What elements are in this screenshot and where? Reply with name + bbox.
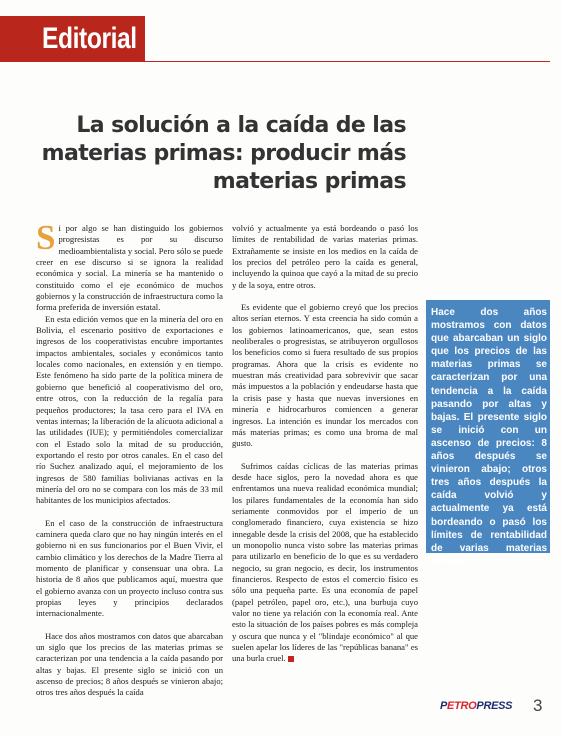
article-column-2 [232,223,418,665]
paragraph: En el caso de la construcción de infraestructura caminera queda claro que no hay ningún interés en el gobierno ni en sus funcionarios por el Buen Vivir, el cambio climático y los derechos de la Madre Tierra al momento de planificar y consensuar una obra. La historia de 8 años que publicamos aquí, muestra que el gobierno avanza con un proyecto incluso contra sus propias leyes y principios declarados internacionalmente. [36,517,223,619]
paragraph: volvió y actualmente ya está bordeando o pasó los límites de rentabilidad de varias materias primas. Extrañamente se insiste en los medios en la caída de los precios del petróleo pero la caída es general, incluyendo la quinoa que cayó a la mitad de su precio y de la soya, entre otros. [232,223,418,290]
end-mark-icon [288,656,294,662]
header-rule [145,61,550,62]
pull-quote-text: Hace dos años mostramos con datos que abarcaban un siglo que los precios de las materias primas se caracterizan por una tendencia a la caída pasando por altas y bajas. El presente siglo se inició con un ascenso de precios: 8 años después se vinieron abajo; otros tres años después la caída volvió y actualmente ya está bordeando o pasó los límites de rentabilidad de varias materias primas. [431,307,547,567]
petropress-logo: PETROPRESS [440,700,513,712]
paragraph: Sufrimos caídas cíclicas de las materias primas desde hace siglos, pero la novedad ahora es que enfrentamos una nueva realidad económica mundial; los pilares fundamentales de la economía han sido seriamente conmovidos por el imperio de un conglomerado financiero, cuya existencia se hizo innegable desde la crisis del 2008, que ha establecido un monopolio nunca visto sobre las materias primas para utilizarlo en beneficio de lo que es su verdadero negocio, su gran negocio, es decir, los instrumentos financieros. Respecto de estos el comercio físico es sólo una pequeña parte. Es una economía de papel (papel petróleo, papel oro, etc.), una burbuja cuyo valor no tiene ya relación con la economía real. Ante esto la situación de los países pobres es más compleja y oscura que nunca y el "blindaje económico" al que suelen apelar los líderes de las "repúblicas banana" es una burla cruel. [232,460,418,664]
page-footer [440,697,550,719]
paragraph-1: Si por algo se han distinguido los gobiernos progresistas es por su discurso medioambientalista y social. Pero sólo se puede creer en ese discurso si se ignora la realidad económica y social. La minería se ha mantenido o constituido como el eje económico de muchos gobiernos y la construcción de infraestructura como la forma preferida de inversión estatal. [36,218,223,313]
section-title: Editorial [42,22,137,55]
page-number: 3 [533,696,543,715]
article-column-1 [36,218,223,699]
drop-cap: S [36,218,56,257]
article-title: La solución a la caída de las materias primas: producir más materias primas [41,113,406,194]
paragraph: Es evidente que el gobierno creyó que los precios altos serían eternos. Y esta creencia ha sido común a los gobiernos latinoamericanos, que, sean estos neoliberales o progresistas, se atribuyeron orgullosos los beneficios como si fuera resultado de sus propios programas. Ahora que la crisis es evidente no muestran más creatividad para sobrevivir que sacar más impuestos a la población y endeudarse hasta que la crisis pase y hasta que nuevas inversiones en minería e hidrocarburos comiencen a generar ingresos. La intención es inundar los mercados con más materias primas; es como una broma de mal gusto. [232,302,418,449]
paragraph: En esta edición vemos que en la minería del oro en Bolivia, el escenario positivo de exportaciones e ingresos de los cooperativistas encubre importantes impactos ambientales, sociales y económicos tanto locales como nacionales, en extensión y en tiempo. Este fenómeno ha sido parte de la política minera de gobierno que benefició al cooperativismo del oro, entre otros, con la reducción de la regalía para pequeños productores; la tasa cero para el IVA en ventas internas; la liberación de la alícuota adicional a las utilidades (IUE); y permitiéndoles comercializar con el Estado solo la mitad de su producción, exportando el resto por otros canales. En el caso del río Suchez analizado aquí, el mejoramiento de los ingresos de 580 familias bolivianas activas en la minería del oro no se compara con los más de 33 mil habitantes de los municipios afectados. [36,313,223,506]
paragraph: Hace dos años mostramos con datos que abarcaban un siglo que los precios de las materias primas se caracterizan por una tendencia a la caída pasando por altas y bajas. El presente siglo se inició con un ascenso de precios; 8 años después se vinieron abajo; otros tres años después la caída [36,630,223,698]
